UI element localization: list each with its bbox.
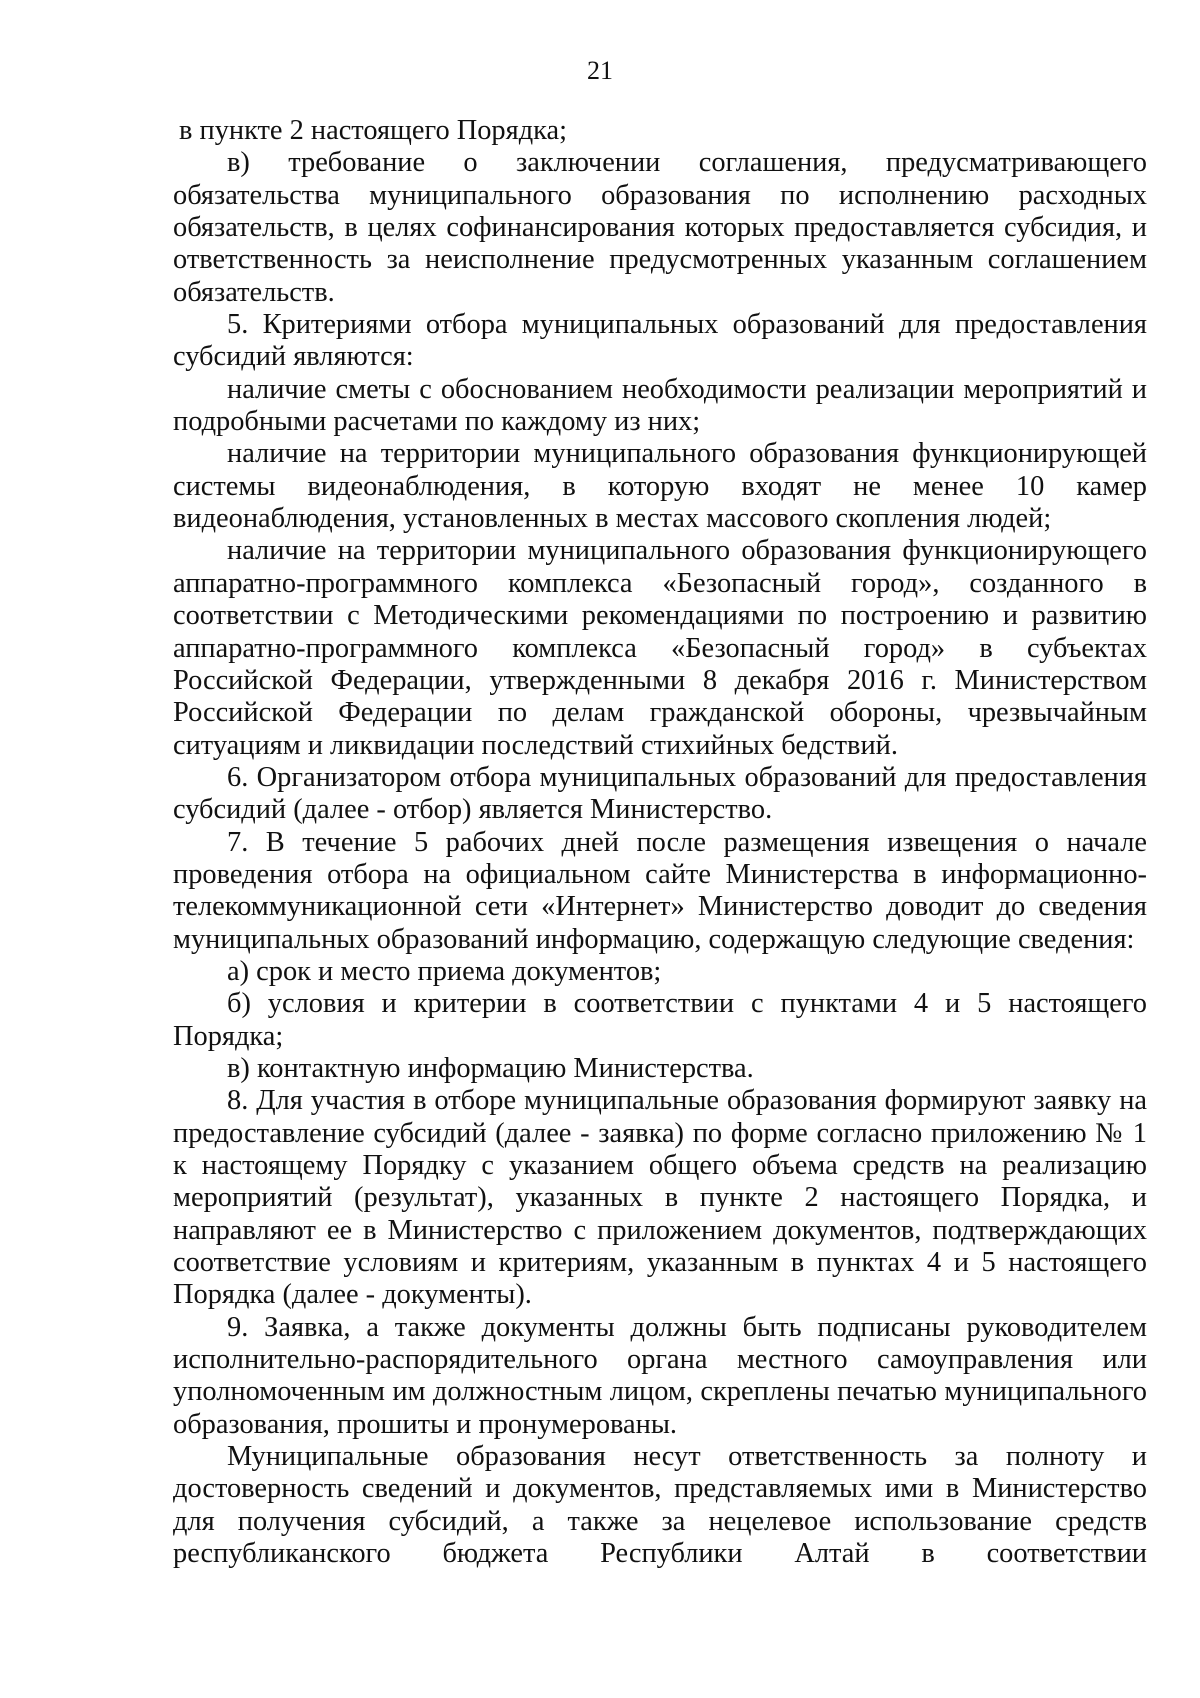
paragraph-responsibility: Муниципальные образования несут ответственность за полноту и достоверность сведений и документов, представляемых ими в Министерство для получения субсидий, а также за нецелевое использование средств республиканского бюджета Республики Алтай в соответствии: [173, 1441, 1147, 1570]
paragraph-8-application: 8. Для участия в отборе муниципальные образования формируют заявку на предоставление субсидий (далее - заявка) по форме согласно приложению № 1 к настоящему Порядку с указанием общего объема средств на реализацию мероприятий (результат), указанных в пункте 2 настоящего Порядка, и направляют ее в Министерство с приложением документов, подтверждающих соответствие условиям и критериям, указанным в пунктах 4 и 5 настоящего Порядка (далее - документы).: [173, 1085, 1147, 1311]
paragraph-criterion-safe-city: наличие на территории муниципального образования функционирующего аппаратно-программного комплекса «Безопасный город», созданного в соответствии с Методическими рекомендациями по построению и развитию аппаратно-программного комплекса «Безопасный город» в субъектах Российской Федерации, утвержденными 8 декабря 2016 г. Министерством Российской Федерации по делам гражданской обороны, чрезвычайным ситуациям и ликвидации последствий стихийных бедствий.: [173, 535, 1147, 761]
paragraph-item-v-contacts: в) контактную информацию Министерства.: [227, 1052, 754, 1084]
paragraph-item-a-deadline: а) срок и место приема документов;: [227, 955, 662, 987]
paragraph-5-criteria: 5. Критериями отбора муниципальных образований для предоставления субсидий являются:: [173, 309, 1147, 373]
paragraph-item-b-conditions: б) условия и критерии в соответствии с пунктами 4 и 5 настоящего Порядка;: [173, 988, 1147, 1052]
paragraph-criterion-estimate: наличие сметы с обоснованием необходимости реализации мероприятий и подробными расчетами по каждому из них;: [173, 373, 1147, 438]
paragraph-item-v-agreement: в) требование о заключении соглашения, предусматривающего обязательства муниципального образования по исполнению расходных обязательств, в целях софинансирования которых предоставляется субсидия, и ответственность за неисполнение предусмотренных указанным соглашением обязательств.: [173, 147, 1147, 308]
paragraph-6-organizer: 6. Организатором отбора муниципальных образований для предоставления субсидий (далее - отбор) является Министерство.: [173, 761, 1147, 826]
paragraph-7-notice: 7. В течение 5 рабочих дней после размещения извещения о начале проведения отбора на официальном сайте Министерства в информационно-телекоммуникационной сети «Интернет» Министерство доводит до сведения муниципальных образований информацию, содержащую следующие сведения:: [173, 826, 1147, 955]
paragraph-9-signatures: 9. Заявка, а также документы должны быть подписаны руководителем исполнительно-распорядительного органа местного самоуправления или уполномоченным им должностным лицом, скреплены печатью муниципального образования, прошиты и пронумерованы.: [173, 1311, 1147, 1440]
page-number: 21: [587, 56, 613, 85]
paragraph-continuation: в пункте 2 настоящего Порядка;: [179, 115, 567, 146]
paragraph-criterion-video-surveillance: наличие на территории муниципального образования функционирующей системы видеонаблюдения, в которую входят не менее 10 камер видеонаблюдения, установленных в местах массового скопления людей;: [173, 438, 1147, 535]
document-body: [173, 115, 1147, 1570]
